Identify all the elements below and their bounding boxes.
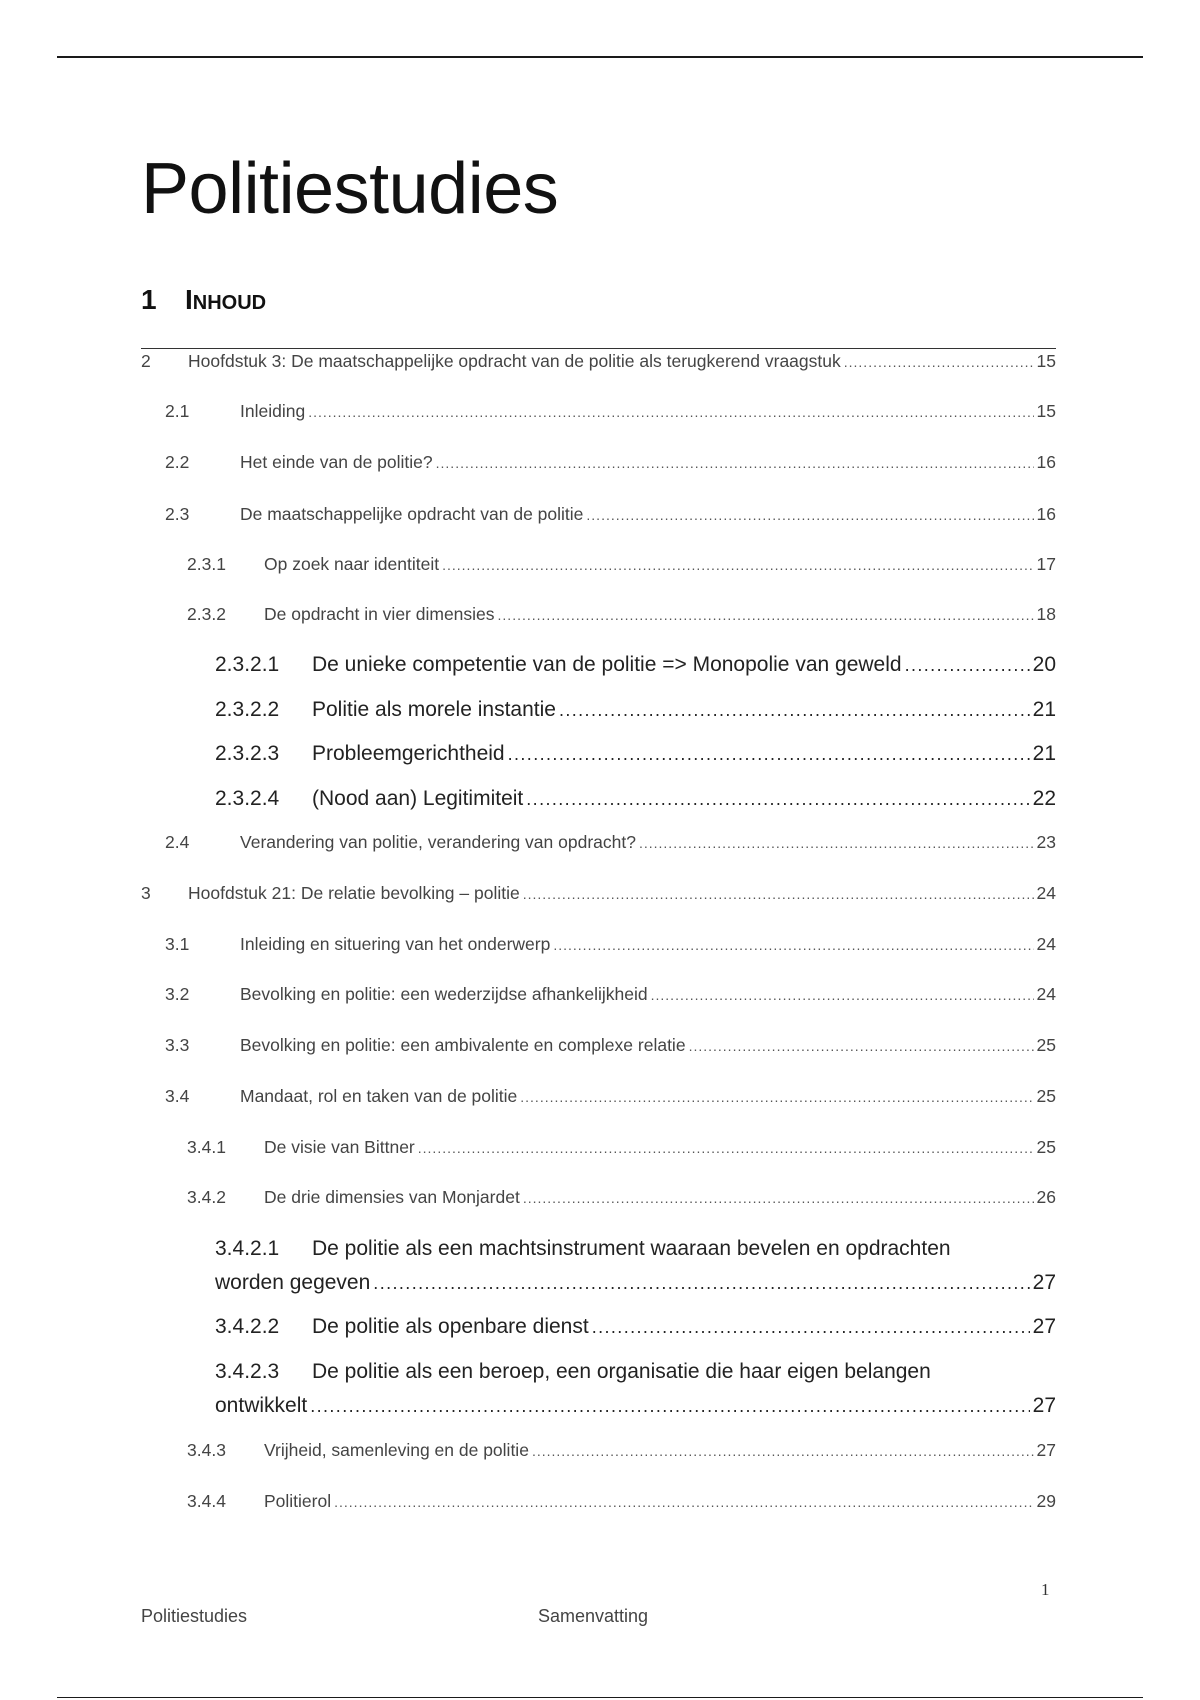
toc-entry[interactable] (141, 742, 1056, 766)
toc-entry-title: De politie als een beroep, een organisatie die haar eigen belangen (312, 1360, 931, 1383)
toc-leader (523, 886, 1034, 902)
toc-leader (553, 937, 1033, 953)
toc-leader (498, 607, 1034, 623)
toc-entry-wrapped[interactable] (215, 1237, 951, 1261)
toc-entry[interactable] (141, 604, 1056, 625)
toc-entry-page: 26 (1036, 1187, 1056, 1207)
toc-entry-number: 2.3.2.4 (215, 787, 280, 810)
document-title: Politiestudies (141, 149, 559, 229)
toc-leader (586, 507, 1033, 523)
toc-entry-number: 3.4.3 (187, 1440, 226, 1460)
toc-entry-title: Probleemgerichtheid (312, 742, 505, 765)
toc-leader (559, 700, 1030, 721)
toc-heading-rest: nhoud (192, 284, 267, 315)
toc-leader (523, 1190, 1034, 1206)
toc-entry-number: 3.4.2 (187, 1187, 226, 1207)
toc-leader (442, 557, 1033, 573)
toc-entry-page: 15 (1036, 401, 1056, 421)
page-number: 1 (1041, 1580, 1050, 1599)
toc-entry-page: 22 (1032, 787, 1056, 810)
toc-entry-title: De visie van Bittner (264, 1137, 415, 1157)
toc-entry[interactable] (141, 1035, 1056, 1056)
toc-entry-page: 21 (1032, 742, 1056, 765)
toc-entry-number: 2.3.2.3 (215, 742, 280, 765)
footer-rule (57, 1697, 1143, 1698)
toc-entry[interactable] (141, 1315, 1056, 1339)
toc-entry-number: 2.3.2.1 (215, 653, 280, 676)
toc-entry-title-cont: worden gegeven (215, 1271, 371, 1294)
toc-entry-page: 24 (1036, 934, 1056, 954)
toc-entry-page: 23 (1036, 832, 1056, 852)
toc-entry-title: De opdracht in vier dimensies (264, 604, 495, 624)
toc-leader (689, 1038, 1034, 1054)
toc-entry-number: 3.4.1 (187, 1137, 226, 1157)
toc-heading (141, 284, 266, 316)
toc-entry-title: De maatschappelijke opdracht van de politie (240, 504, 584, 524)
toc-leader (520, 1089, 1033, 1105)
toc-leader (526, 789, 1029, 810)
toc-entry-title: Bevolking en politie: een ambivalente en complexe relatie (240, 1035, 686, 1055)
toc-entry-page: 15 (1036, 351, 1056, 371)
toc-entry-title: Inleiding (240, 401, 306, 421)
toc-entry-page: 17 (1036, 554, 1056, 574)
toc-entry-title: Hoofdstuk 21: De relatie bevolking – politie (188, 883, 520, 903)
toc-entry-page: 21 (1032, 698, 1056, 721)
toc-entry-page: 29 (1036, 1491, 1056, 1511)
toc-entry-number: 2.3 (165, 504, 190, 524)
toc-entry[interactable] (141, 504, 1056, 525)
toc-entry[interactable] (141, 653, 1056, 677)
toc-entry-title-cont: ontwikkelt (215, 1394, 308, 1417)
footer-subtitle: Samenvatting (538, 1606, 649, 1626)
toc-entry-title: Het einde van de politie? (240, 452, 433, 472)
toc-entry-page: 25 (1036, 1035, 1056, 1055)
toc-leader (418, 1140, 1034, 1156)
toc-leader (308, 404, 1033, 420)
toc-heading-number: 1 (141, 284, 157, 315)
toc-heading-initial: I (185, 284, 193, 315)
toc-leader (310, 1396, 1029, 1417)
toc-entry[interactable] (141, 984, 1056, 1005)
toc-entry-number: 2.2 (165, 452, 190, 472)
toc-entry-title: De politie als een machtsinstrument waaraan bevelen en opdrachten (312, 1237, 951, 1260)
toc-entry[interactable] (141, 934, 1056, 955)
toc-entry-page: 27 (1036, 1440, 1056, 1460)
toc-entry-number: 2.3.2 (187, 604, 226, 624)
toc-entry-title: De politie als openbare dienst (312, 1315, 589, 1338)
footer-document-name: Politiestudies (141, 1606, 248, 1626)
toc-entry[interactable] (141, 554, 1056, 575)
toc-entry-number: 3.4.2.3 (215, 1360, 280, 1383)
toc-entry-number: 3.4.2.1 (215, 1237, 280, 1260)
toc-entry-number: 3.2 (165, 984, 190, 1004)
toc-entry-number: 3.4.4 (187, 1491, 226, 1511)
toc-entry-number: 2.3.1 (187, 554, 226, 574)
header-rule (57, 56, 1143, 58)
toc-entry-page: 16 (1036, 452, 1056, 472)
toc-leader (532, 1443, 1034, 1459)
toc-entry[interactable] (141, 351, 1056, 372)
toc-leader (592, 1317, 1030, 1338)
toc-entry[interactable] (141, 787, 1056, 811)
toc-entry-title: Bevolking en politie: een wederzijdse afhankelijkheid (240, 984, 648, 1004)
toc-entry[interactable] (141, 1137, 1056, 1158)
toc-entry-page: 16 (1036, 504, 1056, 524)
toc-entry-page: 20 (1032, 653, 1056, 676)
toc-entry[interactable] (141, 1491, 1056, 1512)
toc-leader (639, 835, 1034, 851)
toc-entry-page: 24 (1036, 984, 1056, 1004)
toc-leader (436, 455, 1034, 471)
toc-rule (141, 348, 1056, 349)
toc-entry-title: Hoofdstuk 3: De maatschappelijke opdracht van de politie als terugkerend vraagstuk (188, 351, 841, 371)
toc-entry-page: 25 (1036, 1086, 1056, 1106)
toc-entry-title: (Nood aan) Legitimiteit (312, 787, 524, 810)
toc-entry-number: 2.1 (165, 401, 190, 421)
toc-entry-title: De drie dimensies van Monjardet (264, 1187, 520, 1207)
toc-entry-number: 3.4.2.2 (215, 1315, 280, 1338)
toc-entry[interactable] (141, 1440, 1056, 1461)
toc-leader (334, 1494, 1033, 1510)
toc-entry-wrapped[interactable] (215, 1360, 931, 1384)
toc-entry-title: Inleiding en situering van het onderwerp (240, 934, 551, 954)
toc-entry-page: 27 (1032, 1394, 1056, 1417)
toc-entry-number: 3 (141, 883, 151, 903)
toc-entry-number: 2 (141, 351, 151, 371)
toc-entry-title: Verandering van politie, verandering van opdracht? (240, 832, 636, 852)
toc-entry-number: 3.4 (165, 1086, 190, 1106)
toc-leader (905, 655, 1030, 676)
toc-entry[interactable] (141, 698, 1056, 722)
toc-entry[interactable] (141, 401, 1056, 422)
toc-entry-continuation[interactable] (141, 1271, 1056, 1295)
toc-entry-number: 2.4 (165, 832, 190, 852)
toc-entry[interactable] (141, 1086, 1056, 1107)
toc-entry-page: 25 (1036, 1137, 1056, 1157)
toc-entry-continuation[interactable] (141, 1394, 1056, 1418)
toc-entry-page: 27 (1032, 1315, 1056, 1338)
toc-entry[interactable] (141, 883, 1056, 904)
toc-leader (844, 354, 1034, 370)
toc-entry[interactable] (141, 832, 1056, 853)
toc-entry-title: Mandaat, rol en taken van de politie (240, 1086, 518, 1106)
toc-entry[interactable] (141, 452, 1056, 473)
toc-entry-title: Politie als morele instantie (312, 698, 556, 721)
toc-entry[interactable] (141, 1187, 1056, 1208)
toc-entry-page: 24 (1036, 883, 1056, 903)
toc-entry-title: De unieke competentie van de politie => Monopolie van geweld (312, 653, 902, 676)
toc-entry-title: Vrijheid, samenleving en de politie (264, 1440, 529, 1460)
toc-entry-title: Politierol (264, 1491, 332, 1511)
toc-entry-page: 27 (1032, 1271, 1056, 1294)
toc-entry-title: Op zoek naar identiteit (264, 554, 440, 574)
toc-entry-number: 3.3 (165, 1035, 190, 1055)
toc-entry-page: 18 (1036, 604, 1056, 624)
toc-leader (508, 744, 1030, 765)
toc-leader (373, 1273, 1029, 1294)
toc-leader (651, 987, 1034, 1003)
toc-entry-number: 3.1 (165, 934, 190, 954)
toc-entry-number: 2.3.2.2 (215, 698, 280, 721)
